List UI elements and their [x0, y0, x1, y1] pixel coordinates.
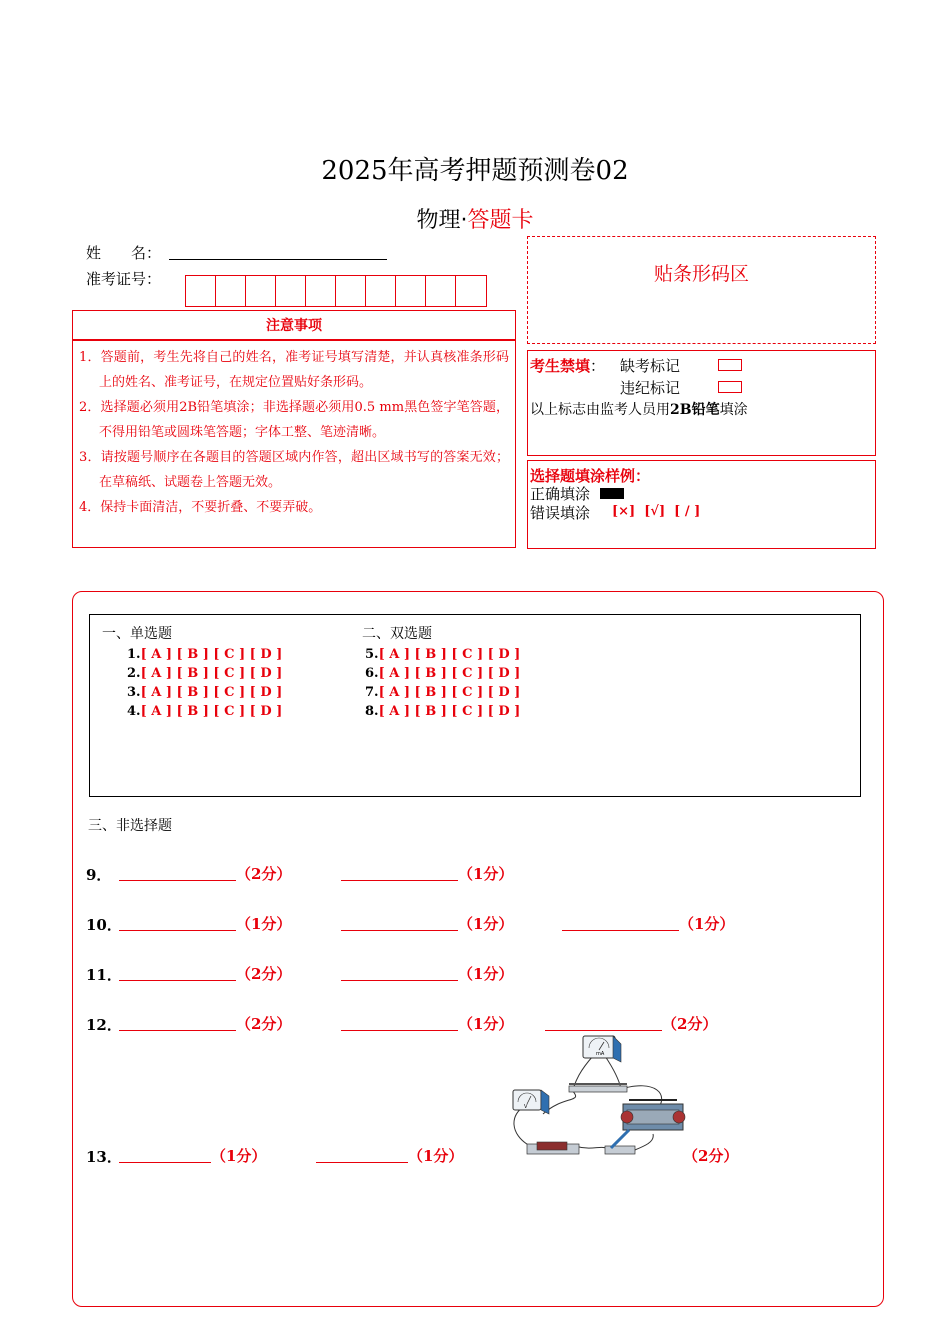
q11-score-1: （2分） — [236, 965, 292, 983]
id-digit-cell[interactable] — [276, 276, 306, 306]
forbidden-colon: ： — [590, 357, 606, 375]
circuit-diagram[interactable] — [505, 1034, 695, 1164]
q13-score-1: （1分） — [211, 1147, 267, 1165]
notice-item: 3．请按题号顺序在各题目的答题区域内作答，超出区域书写的答案无效；在草稿纸、试题卷上答题无效。 — [79, 450, 509, 490]
q10-blank-2[interactable] — [341, 916, 458, 931]
wrong-marks: [×] [√] [ / ] — [612, 504, 701, 519]
name-label: 姓 名： — [86, 244, 162, 262]
card-label: 答题卡 — [467, 208, 534, 233]
id-digit-cell[interactable] — [306, 276, 336, 306]
q13-number: 13． — [86, 1148, 122, 1166]
note-suffix: 填涂 — [719, 402, 748, 418]
id-label: 准考证号： — [86, 270, 162, 288]
q9-score-2: （1分） — [458, 865, 514, 883]
choice-row[interactable] — [365, 645, 520, 664]
q12-score-1: （2分） — [236, 1015, 292, 1033]
question-number: 6. — [365, 666, 379, 681]
q10-score-1: （1分） — [236, 915, 292, 933]
resistor-icon — [527, 1142, 579, 1154]
notice-item: 4．保持卡面清洁，不要折叠、不要弄破。 — [79, 500, 322, 515]
note-prefix: 以上标志由监考人员用 — [530, 402, 670, 418]
id-digit-cell[interactable] — [426, 276, 456, 306]
notice-panel — [72, 340, 516, 548]
choice-row[interactable] — [127, 702, 282, 721]
absent-mark-box[interactable] — [718, 359, 742, 371]
double-choice-heading: 二、双选题 — [362, 626, 432, 642]
rheostat-bar-icon — [569, 1083, 627, 1092]
subject-label: 物理· — [416, 208, 468, 233]
note-bold: 2B铅笔 — [670, 402, 720, 418]
id-digit-cell[interactable] — [366, 276, 396, 306]
choice-options[interactable]: [ A ] [ B ] [ C ] [ D ] — [140, 685, 283, 700]
id-digit-cell[interactable] — [456, 276, 486, 306]
choice-row[interactable] — [127, 645, 282, 664]
meter-top-label: mA — [596, 1051, 605, 1057]
q12-score-2: （1分） — [458, 1015, 514, 1033]
question-number: 2. — [127, 666, 141, 681]
forbidden-note — [530, 399, 748, 419]
choice-options[interactable]: [ A ] [ B ] [ C ] [ D ] — [140, 704, 283, 719]
question-number: 8. — [365, 704, 379, 719]
id-number-grid[interactable] — [185, 275, 487, 307]
choice-options[interactable]: [ A ] [ B ] [ C ] [ D ] — [378, 666, 521, 681]
q13-score-2: （1分） — [408, 1147, 464, 1165]
forbidden-panel — [527, 350, 876, 456]
absent-label: 缺考标记 — [620, 357, 681, 375]
forbidden-heading: 考生禁填 — [530, 357, 591, 375]
meter-left-label: V — [524, 1104, 528, 1110]
q12-score-3: （2分） — [662, 1015, 718, 1033]
choice-row[interactable] — [127, 664, 282, 683]
choice-section — [89, 614, 861, 797]
q12-blank-2[interactable] — [341, 1016, 458, 1031]
forbidden-heading-row — [530, 355, 605, 376]
violation-label: 违纪标记 — [620, 379, 681, 397]
question-number: 7. — [365, 685, 379, 700]
id-digit-cell[interactable] — [396, 276, 426, 306]
choice-row[interactable] — [127, 683, 282, 702]
voltmeter-icon — [513, 1090, 549, 1114]
milliammeter-icon — [583, 1036, 621, 1062]
single-choice-list — [127, 645, 282, 721]
correct-fill-sample — [600, 488, 624, 499]
question-number: 4. — [127, 704, 141, 719]
id-digit-cell[interactable] — [336, 276, 366, 306]
choice-options[interactable]: [ A ] [ B ] [ C ] [ D ] — [378, 704, 521, 719]
q13-blank-1[interactable] — [119, 1148, 211, 1163]
wrong-label: 错误填涂 — [530, 504, 591, 522]
q13-blank-2[interactable] — [316, 1148, 408, 1163]
sliding-rheostat-icon — [621, 1100, 685, 1130]
question-number: 5. — [365, 647, 379, 662]
id-digit-cell[interactable] — [216, 276, 246, 306]
choice-row[interactable] — [365, 664, 520, 683]
sample-heading: 选择题填涂样例： — [530, 467, 651, 485]
question-number: 1. — [127, 647, 141, 662]
page-subtitle — [0, 203, 950, 234]
q9-score-1: （2分） — [236, 865, 292, 883]
correct-label: 正确填涂 — [530, 485, 591, 503]
q10-score-3: （1分） — [679, 915, 735, 933]
barcode-area — [527, 236, 876, 344]
q9-number: 9． — [86, 866, 112, 884]
nonchoice-heading: 三、非选择题 — [88, 818, 172, 834]
switch-icon — [605, 1130, 635, 1154]
notice-item: 1．答题前，考生先将自己的姓名，准考证号填写清楚，并认真核准条形码上的姓名、准考证号，在规定位置贴好条形码。 — [79, 350, 509, 390]
q10-score-2: （1分） — [458, 915, 514, 933]
double-choice-list — [365, 645, 520, 721]
question-number: 3. — [127, 685, 141, 700]
q11-number: 11． — [86, 966, 122, 984]
q13-score-3: （2分） — [683, 1147, 739, 1165]
q9-blank-2[interactable] — [341, 866, 458, 881]
q10-blank-3[interactable] — [562, 916, 679, 931]
sample-panel — [527, 460, 876, 549]
q11-blank-2[interactable] — [341, 966, 458, 981]
notice-item: 2．选择题必须用2B铅笔填涂；非选择题必须用0.5 mm黑色签字笔答题，不得用铅笔或圆珠笔答题；字体工整、笔迹清晰。 — [79, 400, 509, 440]
choice-options[interactable]: [ A ] [ B ] [ C ] [ D ] — [140, 647, 283, 662]
q10-blank-1[interactable] — [119, 916, 236, 931]
choice-options[interactable]: [ A ] [ B ] [ C ] [ D ] — [378, 685, 521, 700]
q12-blank-1[interactable] — [119, 1016, 236, 1031]
violation-mark-box[interactable] — [718, 381, 742, 393]
q11-score-2: （1分） — [458, 965, 514, 983]
q11-blank-1[interactable] — [119, 966, 236, 981]
q12-number: 12． — [86, 1016, 122, 1034]
page-title: 2025年高考押题预测卷02 — [321, 156, 629, 186]
q9-blank-1[interactable] — [119, 866, 236, 881]
choice-row[interactable] — [365, 702, 520, 721]
notice-heading: 注意事项 — [72, 310, 516, 340]
barcode-label: 贴条形码区 — [653, 263, 749, 285]
name-field[interactable] — [169, 259, 387, 260]
q12-blank-3[interactable] — [545, 1016, 662, 1031]
choice-row[interactable] — [365, 683, 520, 702]
single-choice-heading: 一、单选题 — [102, 626, 172, 642]
choice-options[interactable]: [ A ] [ B ] [ C ] [ D ] — [140, 666, 283, 681]
id-digit-cell[interactable] — [246, 276, 276, 306]
choice-options[interactable]: [ A ] [ B ] [ C ] [ D ] — [378, 647, 521, 662]
id-digit-cell[interactable] — [186, 276, 216, 306]
q10-number: 10． — [86, 916, 122, 934]
